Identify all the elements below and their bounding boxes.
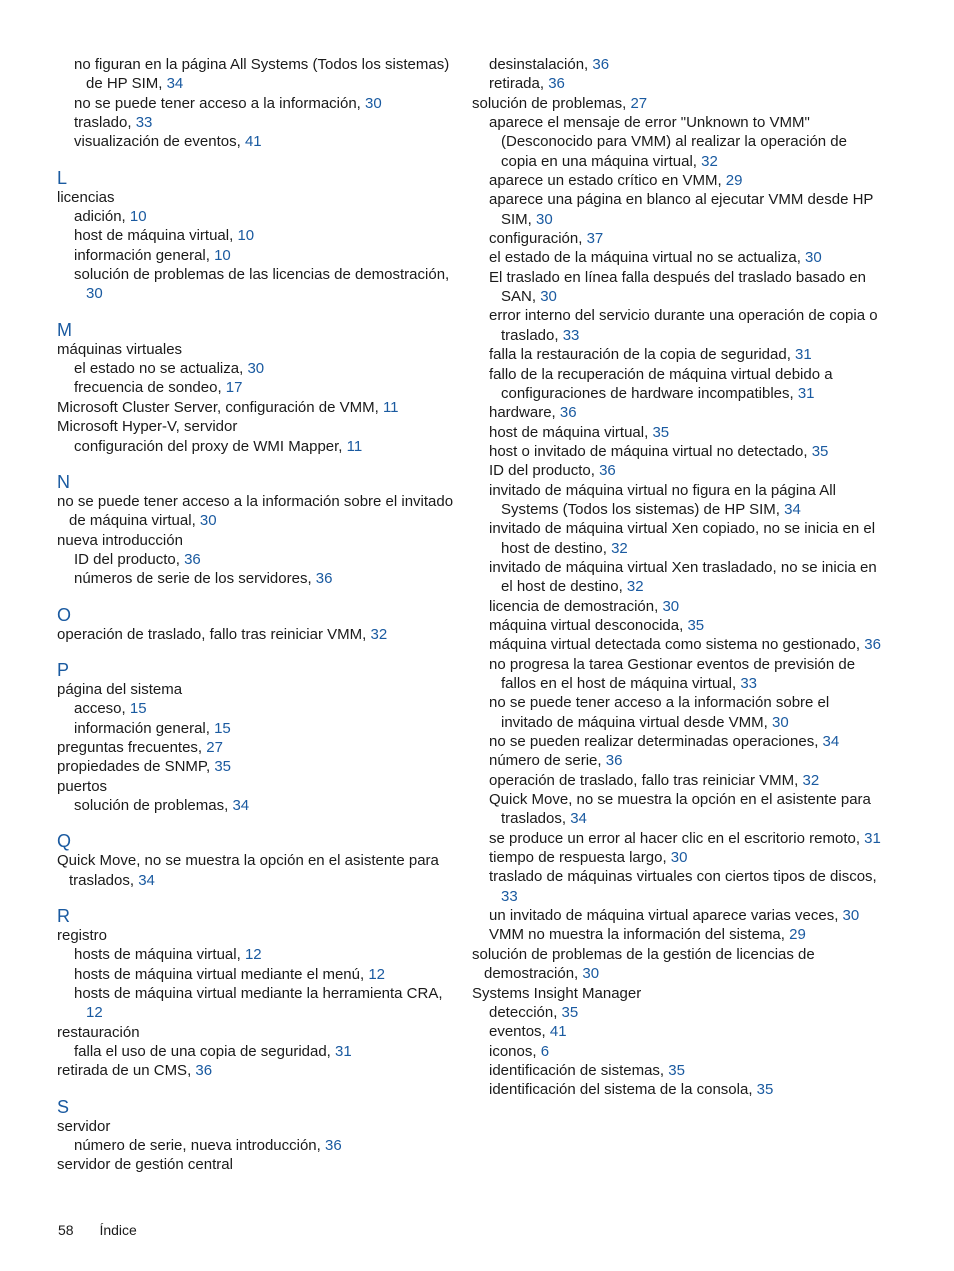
page-reference-link[interactable]: 34: [784, 500, 801, 518]
index-term: página del sistema: [57, 680, 183, 698]
index-term: host de máquina virtual,: [74, 227, 238, 245]
index-subentry: [472, 365, 882, 404]
index-term: desinstalación,: [489, 56, 593, 73]
index-entry: [57, 1155, 462, 1174]
index-letter-heading: O: [57, 604, 72, 625]
index-subentry: [57, 945, 462, 964]
index-term: fallo de la recuperación de máquina virtual debido a configuraciones de hardware incompatibles,: [489, 365, 833, 402]
index-entry: [57, 492, 462, 531]
index-term: aparece el mensaje de error "Unknown to VMM" (Desconocido para VMM) al realizar la operación de copia en una máquina virtual,: [489, 114, 847, 170]
index-subentry: [57, 965, 462, 984]
index-subentry: [57, 984, 462, 1023]
page-reference-link[interactable]: 12: [244, 946, 262, 964]
index-column-left: [57, 55, 462, 1175]
index-term: propiedades de SNMP,: [57, 758, 215, 776]
index-entry: [57, 1117, 462, 1136]
index-term: número de serie,: [489, 752, 606, 770]
page-reference-link[interactable]: 37: [586, 230, 604, 248]
index-entry: [57, 1061, 462, 1080]
index-term: operación de traslado, fallo tras reiniciar VMM,: [57, 625, 371, 643]
index-subentry: [57, 437, 462, 456]
index-subentry: [57, 226, 462, 245]
index-term: servidor: [57, 1117, 111, 1135]
index-subentry: [472, 442, 882, 461]
index-term: registro: [57, 927, 108, 944]
index-subentry: [57, 719, 462, 738]
page-reference-link[interactable]: 33: [501, 887, 518, 905]
index-term: invitado de máquina virtual Xen copiado, no se inicia en el host de destino,: [489, 520, 876, 557]
index-term: configuración,: [489, 230, 587, 248]
page-reference-link[interactable]: 30: [805, 249, 822, 267]
page-reference-link[interactable]: 12: [368, 965, 386, 983]
index-entry: [57, 398, 462, 417]
page-reference-link[interactable]: 41: [549, 1023, 567, 1041]
page-reference-link[interactable]: 30: [536, 210, 553, 228]
index-subentry: [472, 113, 882, 171]
index-term: falla la restauración de la copia de seguridad,: [489, 346, 796, 364]
page-reference-link[interactable]: 12: [86, 1004, 103, 1022]
index-term: traslado de máquinas virtuales con ciertos tipos de discos,: [489, 868, 877, 886]
index-term: licencias: [57, 188, 115, 206]
index-entry: [472, 945, 882, 984]
index-term: no se puede tener acceso a la información,: [74, 94, 366, 112]
page-reference-link[interactable]: 15: [214, 719, 231, 737]
footer-page-number: 58: [58, 1222, 74, 1238]
page-reference-link[interactable]: 11: [382, 398, 399, 416]
index-term: tiempo de respuesta largo,: [489, 849, 671, 867]
page-reference-link[interactable]: 30: [247, 360, 265, 378]
index-entry: [57, 851, 462, 890]
index-subentry: [472, 190, 882, 229]
index-term: solución de problemas de las licencias de demostración,: [74, 266, 450, 284]
index-term: VMM no muestra la información del sistema,: [489, 926, 790, 944]
index-term: identificación del sistema de la consola,: [489, 1081, 757, 1099]
index-subentry: [472, 771, 882, 790]
index-letter-heading: M: [57, 319, 72, 340]
index-term: frecuencia de sondeo,: [74, 379, 226, 397]
index-term: licencia de demostración,: [489, 597, 663, 615]
index-subentry: [57, 378, 462, 397]
page-reference-link[interactable]: 30: [842, 907, 860, 925]
page-reference-link[interactable]: 30: [365, 94, 382, 112]
index-subentry: [472, 171, 882, 190]
index-term: eventos,: [489, 1023, 550, 1041]
index-term: Quick Move, no se muestra la opción en el asistente para traslados,: [57, 852, 439, 889]
index-term: puertos: [57, 777, 108, 795]
index-term: detección,: [489, 1003, 562, 1021]
index-subentry: [472, 1061, 882, 1080]
index-term: acceso,: [74, 700, 130, 718]
index-term: información general,: [74, 719, 215, 737]
index-subentry: [57, 796, 462, 815]
page-reference-link[interactable]: 34: [138, 871, 155, 889]
index-letter-heading: R: [57, 906, 70, 926]
index-term: solución de problemas,: [74, 796, 233, 814]
index-term: no se puede tener acceso a la información sobre el invitado de máquina virtual desde VMM,: [489, 694, 830, 731]
index-term: máquina virtual detectada como sistema no gestionado,: [489, 636, 865, 654]
index-subentry: [57, 207, 462, 226]
index-letter-heading: S: [57, 1096, 70, 1117]
index-subentry: [472, 616, 882, 635]
page-reference-link[interactable]: 36: [599, 462, 616, 480]
index-term: solución de problemas,: [472, 94, 631, 112]
page-reference-link[interactable]: 34: [232, 796, 250, 814]
page-reference-link[interactable]: 32: [701, 152, 718, 170]
index-term: no progresa la tarea Gestionar eventos de previsión de fallos en el host de máquina virtual,: [489, 655, 856, 692]
index-term: operación de traslado, fallo tras reiniciar VMM,: [489, 771, 803, 789]
index-subentry: [472, 306, 882, 345]
index-term: número de serie, nueva introducción,: [74, 1137, 325, 1155]
index-term: ID del producto,: [74, 550, 185, 568]
index-term: ID del producto,: [489, 462, 600, 480]
index-subentry: [472, 693, 882, 732]
page-reference-link[interactable]: 33: [740, 675, 757, 692]
page-reference-link[interactable]: 31: [864, 829, 881, 847]
page-reference-link[interactable]: 35: [652, 423, 670, 441]
index-subentry: [472, 635, 882, 654]
index-term: Systems Insight Manager: [472, 984, 642, 1002]
index-term: se produce un error al hacer clic en el escritorio remoto,: [489, 829, 865, 847]
index-entry: [57, 531, 462, 550]
index-term: no se pueden realizar determinadas operaciones,: [489, 733, 823, 751]
index-term: números de serie de los servidores,: [74, 570, 316, 588]
index-term: invitado de máquina virtual no figura en la página All Systems (Todos los sistemas) de HP SIM,: [489, 481, 836, 518]
index-subentry: [472, 1042, 882, 1061]
page-reference-link[interactable]: 30: [771, 713, 789, 731]
index-subentry: [472, 732, 882, 751]
footer-section-title: Índice: [99, 1222, 137, 1238]
index-subentry: [472, 1080, 882, 1099]
index-subentry: [472, 345, 882, 364]
index-term: un invitado de máquina virtual aparece varias veces,: [489, 907, 843, 925]
index-term: Microsoft Hyper-V, servidor: [57, 418, 238, 436]
index-subentry: [472, 751, 882, 770]
index-term: hosts de máquina virtual mediante la herramienta CRA,: [74, 985, 443, 1003]
index-entry: [57, 738, 462, 757]
index-subentry: [472, 867, 882, 906]
index-entry: [57, 188, 462, 207]
page-reference-link[interactable]: 29: [789, 926, 806, 944]
page-reference-link[interactable]: 36: [195, 1062, 213, 1080]
page-reference-link[interactable]: 11: [346, 437, 363, 455]
index-term: invitado de máquina virtual Xen trasladado, no se inicia en el host de destino,: [489, 558, 877, 596]
index-term: hardware,: [489, 404, 560, 422]
page-reference-link[interactable]: 36: [324, 1137, 342, 1155]
index-entry: [57, 417, 462, 436]
index-term: iconos,: [489, 1042, 541, 1060]
page-reference-link[interactable]: 35: [561, 1003, 579, 1021]
index-term: restauración: [57, 1023, 140, 1041]
index-term: visualización de eventos,: [74, 133, 245, 151]
index-subentry: [57, 569, 462, 588]
index-subentry: [472, 1022, 882, 1041]
index-entry: [57, 757, 462, 776]
page-reference-link[interactable]: 32: [611, 539, 628, 557]
index-term: hosts de máquina virtual,: [74, 946, 245, 964]
page-reference-link[interactable]: 32: [370, 625, 388, 643]
page-reference-link[interactable]: 41: [244, 133, 262, 151]
index-term: hosts de máquina virtual mediante el menú,: [74, 965, 369, 983]
index-subentry: [57, 265, 462, 304]
index-subentry: [57, 359, 462, 378]
index-subentry: [472, 906, 882, 925]
index-term: información general,: [74, 246, 215, 264]
index-entry: [57, 340, 462, 359]
page-reference-link[interactable]: 17: [225, 379, 243, 397]
page-reference-link[interactable]: 30: [540, 288, 557, 306]
index-subentry: [57, 699, 462, 718]
page-reference-link[interactable]: 36: [864, 636, 881, 654]
index-letter-heading: L: [57, 167, 68, 188]
index-term: preguntas frecuentes,: [57, 738, 207, 756]
index-term: solución de problemas de la gestión de licencias de demostración,: [472, 945, 815, 983]
page-reference-link[interactable]: 36: [605, 752, 623, 770]
index-subentry: [472, 597, 882, 616]
index-entry: [472, 94, 882, 113]
index-entry: [57, 777, 462, 796]
index-subentry: [472, 74, 882, 93]
page-reference-link[interactable]: 30: [582, 965, 600, 983]
index-term: Microsoft Cluster Server, configuración de VMM,: [57, 398, 383, 416]
index-subentry: [472, 925, 882, 944]
index-subentry: [472, 829, 882, 848]
index-term: host o invitado de máquina virtual no detectado,: [489, 442, 812, 460]
index-term: servidor de gestión central: [57, 1156, 233, 1174]
index-term: no figuran en la página All Systems (Todos los sistemas) de HP SIM,: [74, 56, 450, 93]
page-reference-link[interactable]: 34: [166, 75, 184, 93]
page-reference-link[interactable]: 33: [562, 326, 580, 344]
index-term: error interno del servicio durante una operación de copia o traslado,: [489, 307, 878, 344]
index-term: Quick Move, no se muestra la opción en el asistente para traslados,: [489, 791, 871, 828]
page-reference-link[interactable]: 32: [802, 771, 820, 789]
index-subentry: [472, 248, 882, 267]
index-term: aparece una página en blanco al ejecutar VMM desde HP SIM,: [489, 191, 874, 228]
index-subentry: [57, 94, 462, 113]
index-subentry: [57, 1042, 462, 1061]
index-subentry: [472, 519, 882, 558]
page-reference-link[interactable]: 34: [570, 810, 587, 828]
index-subentry: [472, 268, 882, 307]
page-reference-link[interactable]: 35: [214, 758, 232, 776]
index-term: retirada de un CMS,: [57, 1062, 196, 1080]
page-reference-link[interactable]: 36: [184, 550, 201, 568]
index-subentry: [472, 848, 882, 867]
index-term: máquinas virtuales: [57, 340, 183, 358]
page-reference-link[interactable]: 36: [548, 75, 565, 93]
index-subentry: [472, 55, 882, 74]
index-term: El traslado en línea falla después del traslado basado en SAN,: [489, 268, 866, 306]
index-subentry: [57, 550, 462, 569]
page-reference-link[interactable]: 30: [662, 597, 680, 615]
index-subentry: [472, 403, 882, 422]
index-subentry: [472, 423, 882, 442]
page-reference-link[interactable]: 32: [626, 578, 644, 596]
index-subentry: [472, 1003, 882, 1022]
index-term: host de máquina virtual,: [489, 423, 653, 441]
page-reference-link[interactable]: 36: [315, 570, 333, 588]
index-subentry: [57, 55, 462, 94]
index-entry: [57, 926, 462, 945]
page-reference-link[interactable]: 35: [668, 1061, 685, 1079]
index-entry: [472, 984, 882, 1003]
page-reference-link[interactable]: 27: [206, 738, 223, 756]
index-subentry: [57, 113, 462, 132]
page-reference-link[interactable]: 10: [237, 227, 255, 245]
page-reference-link[interactable]: 36: [592, 56, 610, 73]
page-reference-link[interactable]: 31: [797, 384, 815, 402]
page-footer: [58, 1222, 137, 1238]
page-reference-link[interactable]: 35: [756, 1081, 774, 1099]
index-term: nueva introducción: [57, 531, 183, 549]
page-reference-link[interactable]: 30: [670, 849, 688, 867]
index-term: falla el uso de una copia de seguridad,: [74, 1043, 336, 1061]
index-subentry: [472, 461, 882, 480]
index-term: adición,: [74, 208, 130, 226]
index-term: máquina virtual desconocida,: [489, 616, 688, 634]
page-reference-link[interactable]: 31: [335, 1043, 352, 1061]
index-subentry: [472, 655, 882, 694]
index-subentry: [472, 558, 882, 597]
page-reference-link[interactable]: 36: [559, 404, 577, 422]
page-reference-link[interactable]: 15: [129, 700, 147, 718]
index-term: traslado,: [74, 114, 136, 132]
index-term: identificación de sistemas,: [489, 1061, 669, 1079]
page-reference-link[interactable]: 30: [86, 285, 103, 303]
index-term: retirada,: [489, 75, 549, 93]
index-letter-heading: P: [57, 659, 70, 680]
index-subentry: [472, 229, 882, 248]
page-reference-link[interactable]: 34: [822, 733, 840, 751]
page-reference-link[interactable]: 35: [687, 616, 705, 634]
page-reference-link[interactable]: 35: [811, 442, 829, 460]
page-reference-link[interactable]: 29: [725, 172, 743, 190]
index-subentry: [472, 481, 882, 520]
page-reference-link[interactable]: 33: [135, 114, 153, 132]
index-letter-heading: N: [57, 471, 70, 492]
index-subentry: [57, 246, 462, 265]
index-term: configuración del proxy de WMI Mapper,: [74, 437, 347, 455]
index-subentry: [57, 132, 462, 151]
page-reference-link[interactable]: 10: [214, 246, 231, 264]
page-reference-link[interactable]: 31: [795, 346, 812, 364]
index-column-right: [472, 55, 882, 1100]
index-term: el estado de la máquina virtual no se actualiza,: [489, 249, 806, 267]
page-reference-link[interactable]: 27: [630, 94, 648, 112]
index-entry: [57, 1023, 462, 1042]
index-term: aparece un estado crítico en VMM,: [489, 172, 726, 190]
index-subentry: [472, 790, 882, 829]
page-reference-link[interactable]: 30: [199, 512, 217, 530]
index-term: no se puede tener acceso a la información sobre el invitado de máquina virtual,: [57, 492, 454, 530]
index-entry: [57, 680, 462, 699]
index-entry: [57, 625, 462, 644]
index-term: el estado no se actualiza,: [74, 360, 248, 378]
index-subentry: [57, 1136, 462, 1155]
index-letter-heading: Q: [57, 831, 72, 852]
page-reference-link[interactable]: 10: [129, 208, 147, 226]
page-reference-link[interactable]: 6: [540, 1042, 550, 1060]
